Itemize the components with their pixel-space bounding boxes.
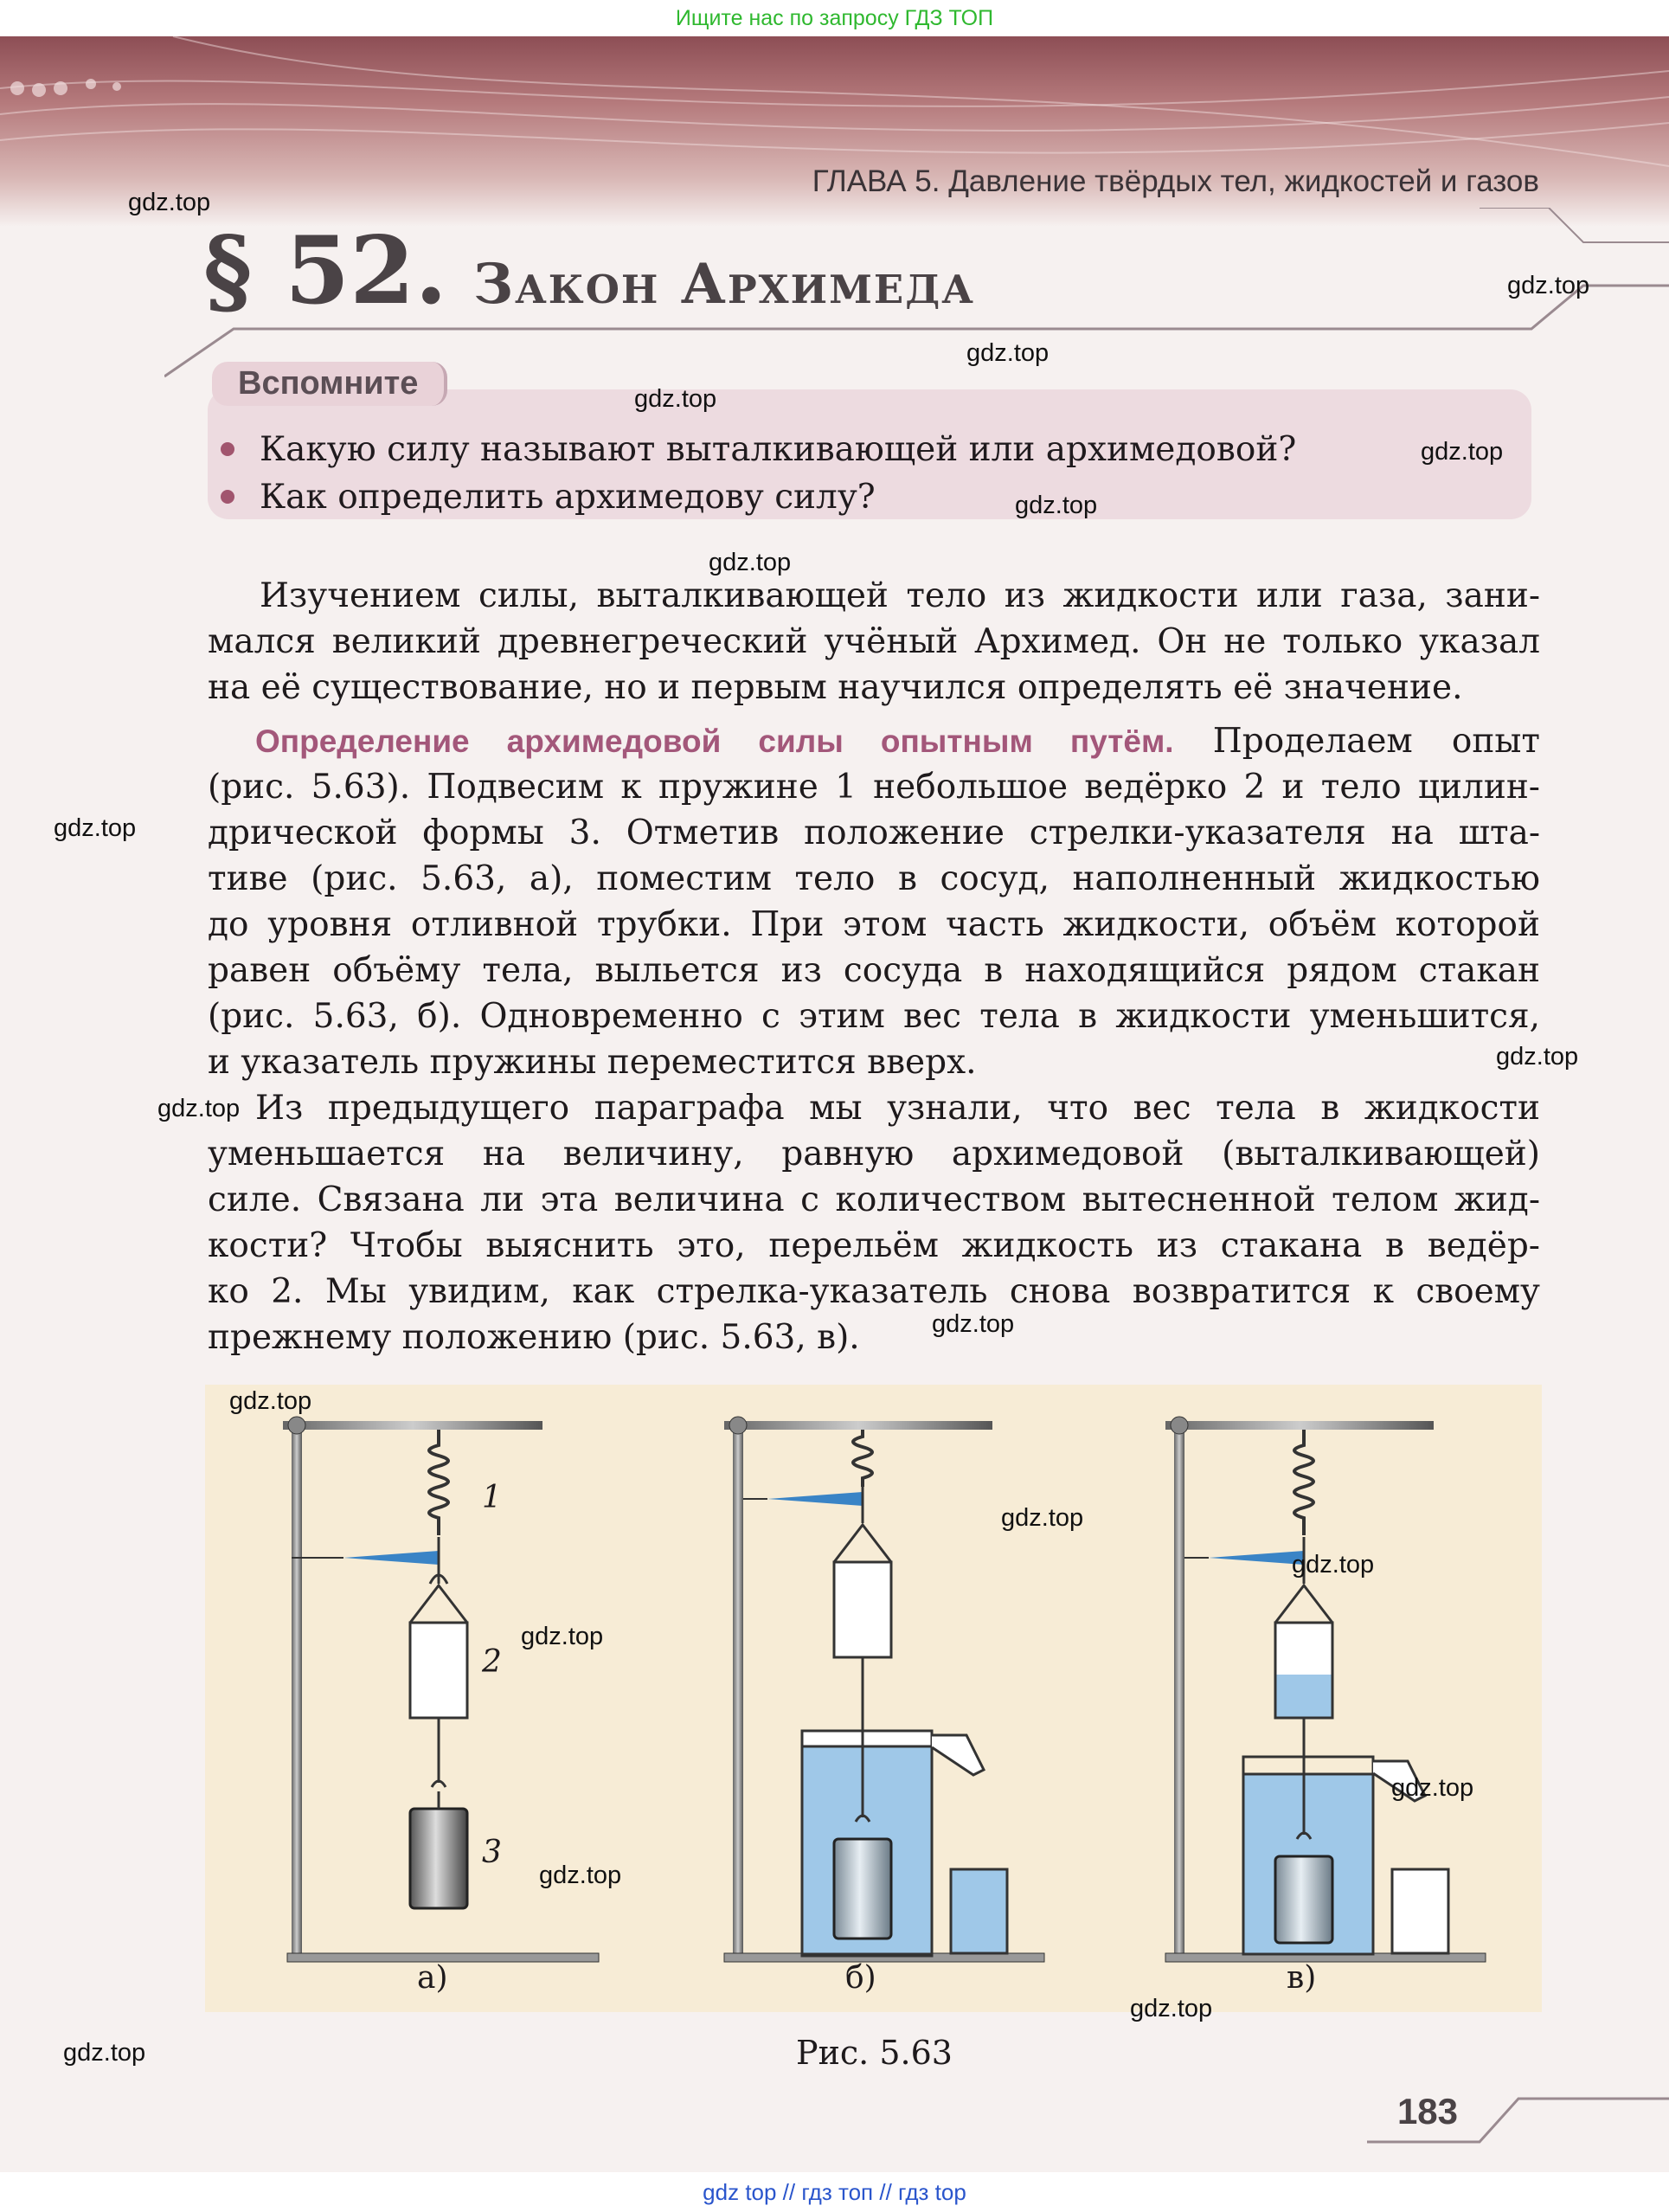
watermark: gdz.top bbox=[539, 1862, 622, 1889]
body-line: (рис. 5.63, б). Одновременно с этим вес тела в жидкости уменьшится, bbox=[208, 997, 1540, 1036]
watermark: gdz.top bbox=[1507, 272, 1590, 299]
watermark: gdz.top bbox=[1015, 492, 1098, 519]
body-line: кости? Чтобы выяснить это, перельём жидкость из стакана в ведёр- bbox=[208, 1226, 1540, 1265]
figure-label-a: а) bbox=[417, 1960, 448, 1996]
watermark: gdz.top bbox=[966, 339, 1050, 367]
watermark: gdz.top bbox=[229, 1387, 312, 1415]
body-line: ко 2. Мы увидим, как стрелка-указатель снова возвратится к своему bbox=[208, 1272, 1540, 1311]
watermark: gdz.top bbox=[1421, 438, 1504, 466]
part-label: 2 bbox=[482, 1644, 502, 1680]
recall-item: Как определить архимедову силу? bbox=[260, 478, 876, 517]
paragraph-heading bbox=[203, 216, 975, 325]
recall-label: Вспомните bbox=[212, 362, 447, 406]
watermark: gdz.top bbox=[1130, 1995, 1213, 2022]
body-line: силе. Связана ли эта величина с количеством вытесненной телом жид- bbox=[208, 1180, 1540, 1219]
figure-label-c: в) bbox=[1287, 1960, 1317, 1996]
page-number: 183 bbox=[1396, 2091, 1459, 2132]
watermark: gdz.top bbox=[1391, 1774, 1474, 1802]
body-line: мался великий древнегреческий учёный Архимед. Он не только указал bbox=[208, 622, 1540, 661]
body-line: равен объёму тела, выльется из сосуда в находящийся рядом стакан bbox=[208, 951, 1540, 990]
body-line: Из предыдущего параграфа мы узнали, что вес тела в жидкости bbox=[255, 1089, 1540, 1128]
part-label: 1 bbox=[482, 1480, 502, 1515]
body-line: и указатель пружины переместится вверх. bbox=[208, 1043, 977, 1082]
body-line: уменьшается на величину, равную архимедовой (выталкивающей) bbox=[208, 1135, 1540, 1174]
watermark: gdz.top bbox=[1292, 1551, 1375, 1579]
body-line: Изучением силы, выталкивающей тело из жидкости или газа, зани- bbox=[260, 576, 1540, 615]
body-line: Определение архимедовой силы опытным путём. Проделаем опыт bbox=[255, 722, 1541, 761]
figure-caption: Рис. 5.63 bbox=[796, 2034, 953, 2072]
paragraph-title: Закон Архимеда bbox=[472, 252, 975, 317]
watermark: gdz.top bbox=[1496, 1043, 1579, 1071]
watermark: gdz.top bbox=[54, 814, 137, 842]
body-line: на её существование, но и первым научился определять её значение. bbox=[208, 668, 1463, 707]
figure-5-63 bbox=[205, 1385, 1542, 2012]
watermark: gdz.top bbox=[932, 1310, 1015, 1338]
bullet-icon bbox=[221, 490, 234, 504]
chapter-title: ГЛАВА 5. Давление твёрдых тел, жидкостей и газов bbox=[812, 164, 1539, 198]
body-line: дрической формы 3. Отметив положение стрелки-указателя на шта- bbox=[208, 813, 1540, 852]
section-heading: Определение архимедовой силы опытным путём. bbox=[255, 723, 1174, 759]
watermark: gdz.top bbox=[63, 2039, 146, 2067]
bottom-banner[interactable]: gdz top // гдз топ // гдз top bbox=[0, 2172, 1669, 2212]
watermark: gdz.top bbox=[521, 1623, 604, 1650]
body-line: прежнему положению (рис. 5.63, в). bbox=[208, 1318, 860, 1357]
watermark: gdz.top bbox=[634, 385, 717, 413]
body-line: (рис. 5.63). Подвесим к пружине 1 небольшое ведёрко 2 и тело цилин- bbox=[208, 768, 1540, 807]
figure-label-b: б) bbox=[845, 1960, 876, 1996]
watermark: gdz.top bbox=[1001, 1504, 1084, 1532]
part-label: 3 bbox=[482, 1835, 502, 1870]
body-line: тиве (рис. 5.63, а), поместим тело в сосуд, наполненный жидкостью bbox=[208, 859, 1540, 898]
recall-item: Какую силу называют выталкивающей или архимедовой? bbox=[260, 430, 1296, 469]
setup-b bbox=[724, 1417, 1044, 1962]
watermark: gdz.top bbox=[128, 189, 211, 216]
setup-c bbox=[1165, 1417, 1486, 1962]
top-banner[interactable]: Ищите нас по запросу ГДЗ ТОП bbox=[0, 0, 1669, 36]
watermark: gdz.top bbox=[709, 549, 792, 576]
body-line: до уровня отливной трубки. При этом часть жидкости, объём которой bbox=[208, 905, 1540, 944]
paragraph-number: § 52. bbox=[203, 216, 447, 325]
watermark: gdz.top bbox=[157, 1095, 241, 1122]
bullet-icon bbox=[221, 442, 234, 456]
